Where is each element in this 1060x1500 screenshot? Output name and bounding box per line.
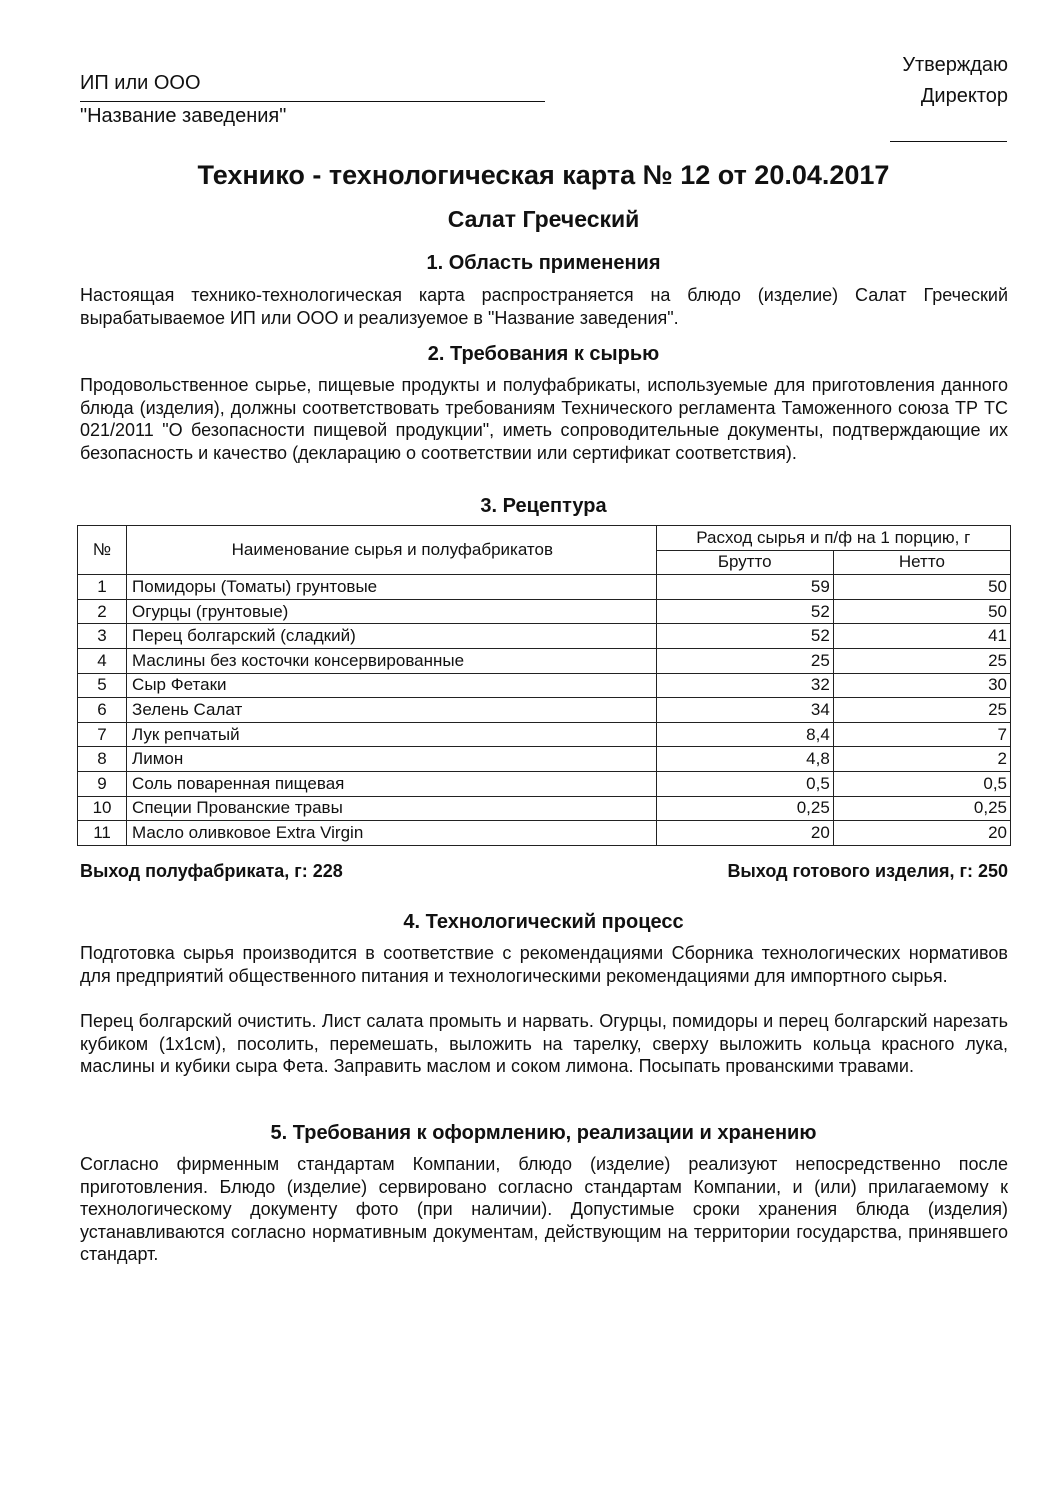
net-weight: 41 — [833, 624, 1010, 649]
section-4-heading: 4. Технологический процесс — [403, 911, 684, 933]
gross-weight: 32 — [656, 673, 833, 698]
ingredient-name: Лук репчатый — [127, 722, 657, 747]
ingredient-name: Зелень Салат — [127, 698, 657, 723]
organization-type: ИП или ООО — [80, 72, 201, 94]
section-3-heading: 3. Рецептура — [480, 495, 607, 517]
row-number: 2 — [78, 599, 127, 624]
gross-weight: 0,5 — [656, 771, 833, 796]
section-5-text: Согласно фирменным стандартам Компании, блюдо (изделие) реализуют непосредственно после приготовления. Блюдо (изделие) сервировано согласно стандартам Компании, и (или) прилагаемому к технологическому документу фото (при наличии). Допустимые сроки хранения блюда (изделия) устанавливаются согласно нормативным документам, действующим на территории государства, принявшего стандарт. — [80, 1154, 1008, 1264]
table-row — [78, 575, 1011, 600]
establishment-name: "Название заведения" — [80, 105, 287, 127]
table-row — [78, 648, 1011, 673]
section-1-text: Настоящая технико-технологическая карта распространяется на блюдо (изделие) Салат Греческий вырабатываемое ИП или ООО и реализуемое в "Название заведения". — [80, 285, 1008, 328]
gross-weight: 34 — [656, 698, 833, 723]
net-weight: 30 — [833, 673, 1010, 698]
ingredient-name: Огурцы (грунтовые) — [127, 599, 657, 624]
recipe-table — [77, 525, 1011, 846]
gross-weight: 25 — [656, 648, 833, 673]
net-weight: 0,5 — [833, 771, 1010, 796]
director-label: Директор — [920, 85, 1008, 107]
col-header-num: № — [78, 526, 127, 575]
col-header-name: Наименование сырья и полуфабрикатов — [127, 526, 657, 575]
net-weight: 25 — [833, 698, 1010, 723]
table-row — [78, 599, 1011, 624]
table-row — [78, 722, 1011, 747]
gross-weight: 8,4 — [656, 722, 833, 747]
section-4-text-2: Перец болгарский очистить. Лист салата промыть и нарвать. Огурцы, помидоры и перец болгарский нарезать кубиком (1х1см), посолить, перемешать, выложить на тарелку, сверху выложить кольца красного лука, маслины и кубики сыра Фета. Заправить маслом и соком лимона. Посыпать прованскими травами. — [80, 1011, 1008, 1076]
col-header-gross: Брутто — [656, 550, 833, 575]
organization-underline — [80, 101, 545, 102]
ingredient-name: Маслины без косточки консервированные — [127, 648, 657, 673]
table-row — [78, 796, 1011, 821]
row-number: 11 — [78, 821, 127, 846]
net-weight: 25 — [833, 648, 1010, 673]
ingredient-name: Сыр Фетаки — [127, 673, 657, 698]
gross-weight: 59 — [656, 575, 833, 600]
approval-block — [808, 50, 1008, 112]
dish-name: Салат Греческий — [447, 206, 640, 232]
col-header-net: Нетто — [833, 550, 1010, 575]
net-weight: 20 — [833, 821, 1010, 846]
ingredient-name: Помидоры (Томаты) грунтовые — [127, 575, 657, 600]
ingredient-name: Перец болгарский (сладкий) — [127, 624, 657, 649]
final-product-yield: Выход готового изделия, г: 250 — [727, 861, 1008, 881]
ingredient-name: Масло оливковое Extra Virgin — [127, 821, 657, 846]
table-row — [78, 771, 1011, 796]
section-4-text-1: Подготовка сырья производится в соответствие с рекомендациями Сборника технологических нормативов для предприятий общественного питания и технологическими рекомендациями для импортного сырья. — [80, 943, 1008, 986]
gross-weight: 52 — [656, 624, 833, 649]
row-number: 7 — [78, 722, 127, 747]
section-2-heading: 2. Требования к сырью — [427, 343, 660, 365]
ingredient-name: Соль поваренная пищевая — [127, 771, 657, 796]
section-1-heading: 1. Область применения — [426, 252, 661, 274]
table-row — [78, 747, 1011, 772]
row-number: 3 — [78, 624, 127, 649]
col-header-usage: Расход сырья и п/ф на 1 порцию, г — [656, 526, 1010, 551]
table-row — [78, 698, 1011, 723]
recipe-table-body — [78, 575, 1011, 846]
net-weight: 2 — [833, 747, 1010, 772]
signature-line — [890, 141, 1007, 142]
table-row — [78, 821, 1011, 846]
row-number: 8 — [78, 747, 127, 772]
ingredient-name: Специи Прованские травы — [127, 796, 657, 821]
row-number: 1 — [78, 575, 127, 600]
net-weight: 50 — [833, 575, 1010, 600]
net-weight: 0,25 — [833, 796, 1010, 821]
row-number: 4 — [78, 648, 127, 673]
net-weight: 50 — [833, 599, 1010, 624]
row-number: 9 — [78, 771, 127, 796]
row-number: 5 — [78, 673, 127, 698]
approve-label: Утверждаю — [902, 54, 1008, 76]
gross-weight: 0,25 — [656, 796, 833, 821]
net-weight: 7 — [833, 722, 1010, 747]
row-number: 6 — [78, 698, 127, 723]
document-title: Технико - технологическая карта № 12 от 20.04.2017 — [197, 160, 890, 190]
gross-weight: 4,8 — [656, 747, 833, 772]
section-2-text: Продовольственное сырье, пищевые продукты и полуфабрикаты, используемые для приготовления данного блюда (изделия), должны соответствовать требованиям Технического регламента Таможенного союза ТР ТС 021/2011 "О безопасности пищевой продукции", иметь сопроводительные документы, подтверждающие их безопасность и качество (декларацию о соответствии или сертификат соответствия). — [80, 375, 1008, 463]
row-number: 10 — [78, 796, 127, 821]
ingredient-name: Лимон — [127, 747, 657, 772]
section-5-heading: 5. Требования к оформлению, реализации и хранению — [270, 1122, 817, 1144]
table-row — [78, 673, 1011, 698]
gross-weight: 52 — [656, 599, 833, 624]
gross-weight: 20 — [656, 821, 833, 846]
table-row — [78, 624, 1011, 649]
semi-product-yield: Выход полуфабриката, г: 228 — [80, 861, 343, 881]
